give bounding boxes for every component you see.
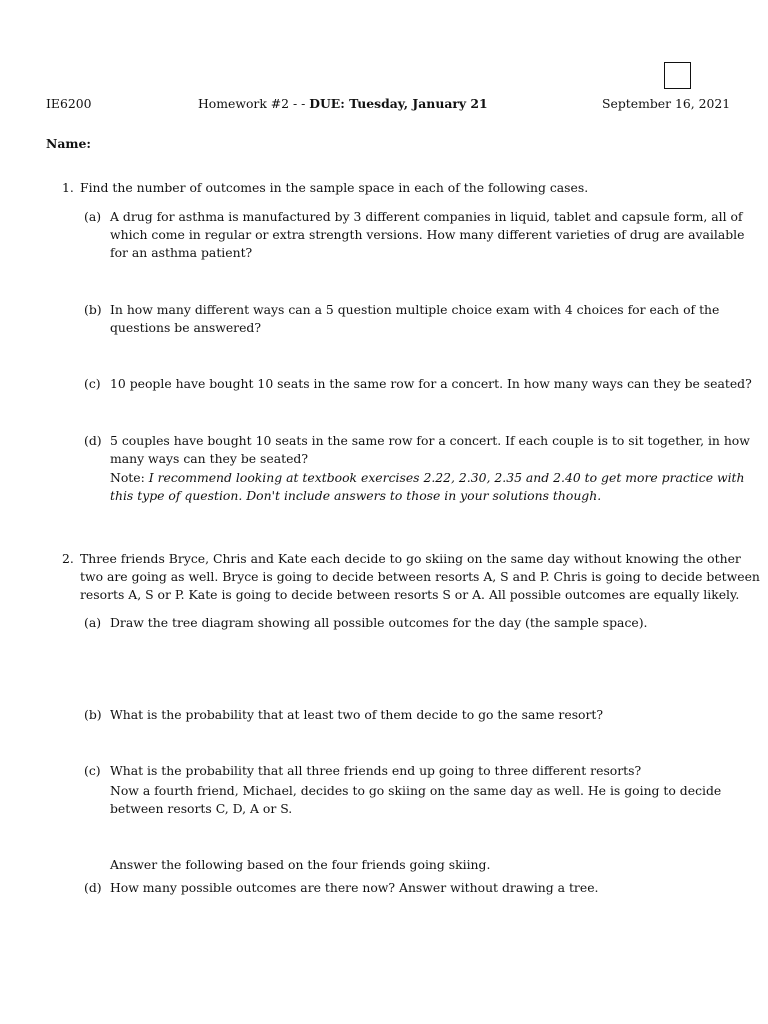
- q1c-line-1: 10 people have bought 10 seats in the same row for a concert. In how many ways can they be seated?: [110, 376, 752, 391]
- q2d-text: How many possible outcomes are there now? Answer without drawing a tree.: [110, 880, 599, 895]
- question-1-stem: Find the number of outcomes in the sample space in each of the following cases.: [80, 180, 589, 195]
- q1a-line-3: for an asthma patient?: [110, 245, 253, 260]
- homework-title: [198, 95, 488, 113]
- q2b-label: (b): [84, 707, 102, 722]
- q2d-label: (d): [84, 880, 102, 895]
- q2a-label: (a): [84, 615, 102, 630]
- q2-stem-line-1: Three friends Bryce, Chris and Kate each decide to go skiing on the same day without knowing the other: [80, 551, 741, 566]
- q2-stem-line-3: resorts A, S or P. Kate is going to decide between resorts S or A. All possible outcomes are equally likely.: [80, 587, 740, 602]
- checkbox-square: [664, 62, 691, 89]
- note-label: Note:: [110, 470, 149, 485]
- q1d-label: (d): [84, 433, 102, 448]
- q2c-extra-line-1: Now a fourth friend, Michael, decides to go skiing on the same day as well. He is going to decide: [110, 783, 722, 798]
- name-label: Name:: [46, 136, 91, 151]
- question-2-number: 2.: [62, 551, 74, 566]
- q1d-note: [110, 469, 745, 487]
- homework-label: Homework #2 - -: [198, 96, 310, 111]
- q2c-label: (c): [84, 763, 101, 778]
- q2c-extra-line-2: between resorts C, D, A or S.: [110, 801, 293, 816]
- course-code: IE6200: [46, 96, 92, 111]
- q1a-line-1: A drug for asthma is manufactured by 3 different companies in liquid, tablet and capsule form, all of: [110, 209, 743, 224]
- document-date: September 16, 2021: [602, 96, 731, 111]
- q2c-text: What is the probability that all three friends end up going to three different resorts?: [110, 763, 642, 778]
- q2-stem-line-2: two are going as well. Bryce is going to decide between resorts A, S and P. Chris is going to decide between: [80, 569, 760, 584]
- q1d-line-2: many ways can they be seated?: [110, 451, 308, 466]
- question-1-number: 1.: [62, 180, 74, 195]
- q1b-label: (b): [84, 302, 102, 317]
- q1a-label: (a): [84, 209, 102, 224]
- q2a-text: Draw the tree diagram showing all possible outcomes for the day (the sample space).: [110, 615, 648, 630]
- q1d-line-1: 5 couples have bought 10 seats in the same row for a concert. If each couple is to sit together, in how: [110, 433, 750, 448]
- q1b-line-1: In how many different ways can a 5 question multiple choice exam with 4 choices for each of the: [110, 302, 720, 317]
- due-date: DUE: Tuesday, January 21: [309, 96, 488, 111]
- q2c-followup: Answer the following based on the four friends going skiing.: [110, 857, 491, 872]
- q2b-text: What is the probability that at least two of them decide to go the same resort?: [110, 707, 604, 722]
- q1a-line-2: which come in regular or extra strength versions. How many different varieties of drug are available: [110, 227, 745, 242]
- note-line-1: I recommend looking at textbook exercises 2.22, 2.30, 2.35 and 2.40 to get more practice with: [148, 470, 745, 485]
- q1c-label: (c): [84, 376, 101, 391]
- q1b-line-2: questions be answered?: [110, 320, 261, 335]
- note-line-2: this type of question. Don't include answers to those in your solutions though.: [110, 488, 602, 503]
